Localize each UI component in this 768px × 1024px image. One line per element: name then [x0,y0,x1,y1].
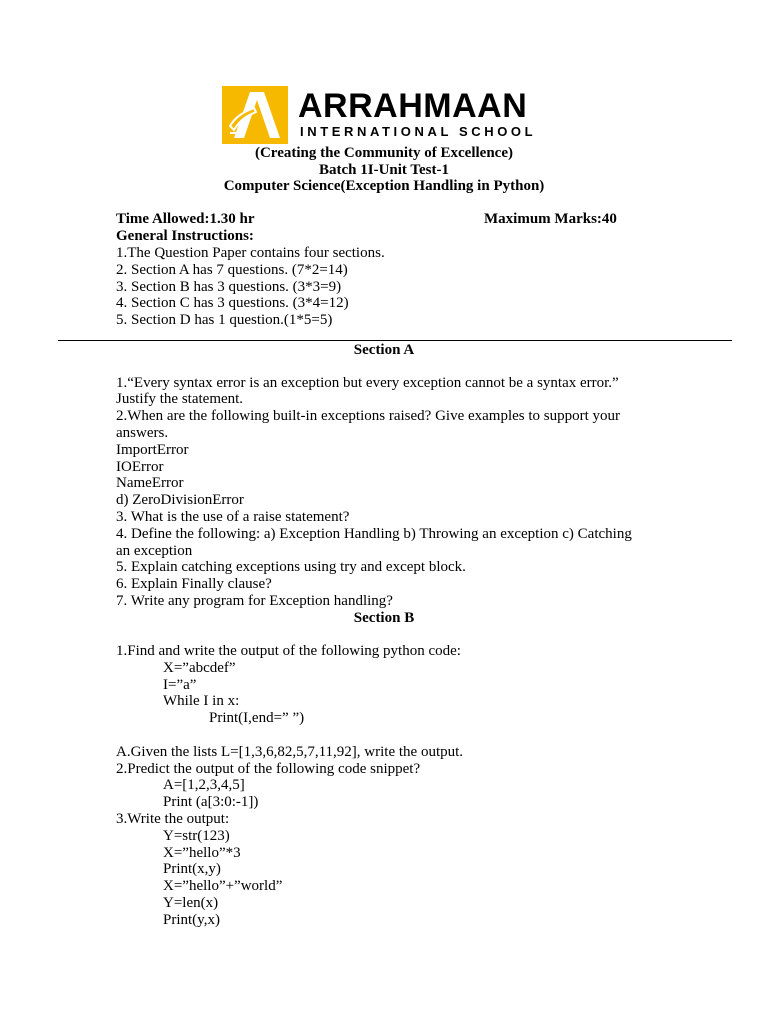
question-line: answers. [116,425,169,441]
question-line: an exception [116,543,193,559]
subject-title: Computer Science(Exception Handling in Python) [223,178,545,194]
question-line: A.Given the lists L=[1,3,6,82,5,7,11,92], write the output. [116,744,464,760]
question-line: 4. Define the following: a) Exception Handling b) Throwing an exception c) Catching [116,526,632,542]
question-line: 7. Write any program for Exception handling? [116,593,393,609]
question-line: 3.Write the output: [116,811,230,827]
code-line: X=”hello”*3 [163,845,241,861]
code-line: X=”abcdef” [163,660,236,676]
code-line: Print(I,end=” ”) [209,710,305,726]
code-line: Print(x,y) [163,861,221,877]
school-subtitle: INTERNATIONAL SCHOOL [300,124,537,139]
instruction-item: 5. Section D has 1 question.(1*5=5) [116,312,333,328]
question-line: 2.Predict the output of the following code snippet? [116,761,421,777]
code-line: While I in x: [163,693,240,709]
code-line: I=”a” [163,677,197,693]
question-line: Justify the statement. [116,391,244,407]
question-line: 2.When are the following built-in exceptions raised? Give examples to support your [116,408,621,424]
instruction-item: 4. Section C has 3 questions. (3*4=12) [116,295,349,311]
code-line: A=[1,2,3,4,5] [163,777,245,793]
school-logo [222,86,542,146]
time-allowed: Time Allowed:1.30 hr [116,211,255,227]
question-line: 1.“Every syntax error is an exception but every exception cannot be a syntax error.” [116,375,619,391]
question-line: 5. Explain catching exceptions using try and except block. [116,559,466,575]
question-line: 1.Find and write the output of the following python code: [116,643,461,659]
question-line: IOError [116,459,164,475]
section-b-title: Section B [353,610,415,626]
logo-emblem [222,86,288,144]
code-line: Y=len(x) [163,895,219,911]
school-name: ARRAHMAAN [298,87,528,125]
question-line: ImportError [116,442,189,458]
code-line: Print (a[3:0:-1]) [163,794,259,810]
question-line: d) ZeroDivisionError [116,492,244,508]
school-motto: (Creating the Community of Excellence) [254,145,513,161]
question-line: 3. What is the use of a raise statement? [116,509,350,525]
code-line: Y=str(123) [163,828,230,844]
instruction-item: 1.The Question Paper contains four sections. [116,245,385,261]
section-a-title: Section A [353,342,415,358]
code-line: Print(y,x) [163,912,220,928]
code-line: X=”hello”+”world” [163,878,283,894]
question-line: 6. Explain Finally clause? [116,576,272,592]
instruction-item: 2. Section A has 7 questions. (7*2=14) [116,262,348,278]
divider [58,340,732,341]
instruction-item: 3. Section B has 3 questions. (3*3=9) [116,279,342,295]
instructions-heading: General Instructions: [116,228,254,244]
batch-title: Batch 1I-Unit Test-1 [318,162,449,178]
question-line: NameError [116,475,184,491]
maximum-marks: Maximum Marks:40 [484,211,617,227]
